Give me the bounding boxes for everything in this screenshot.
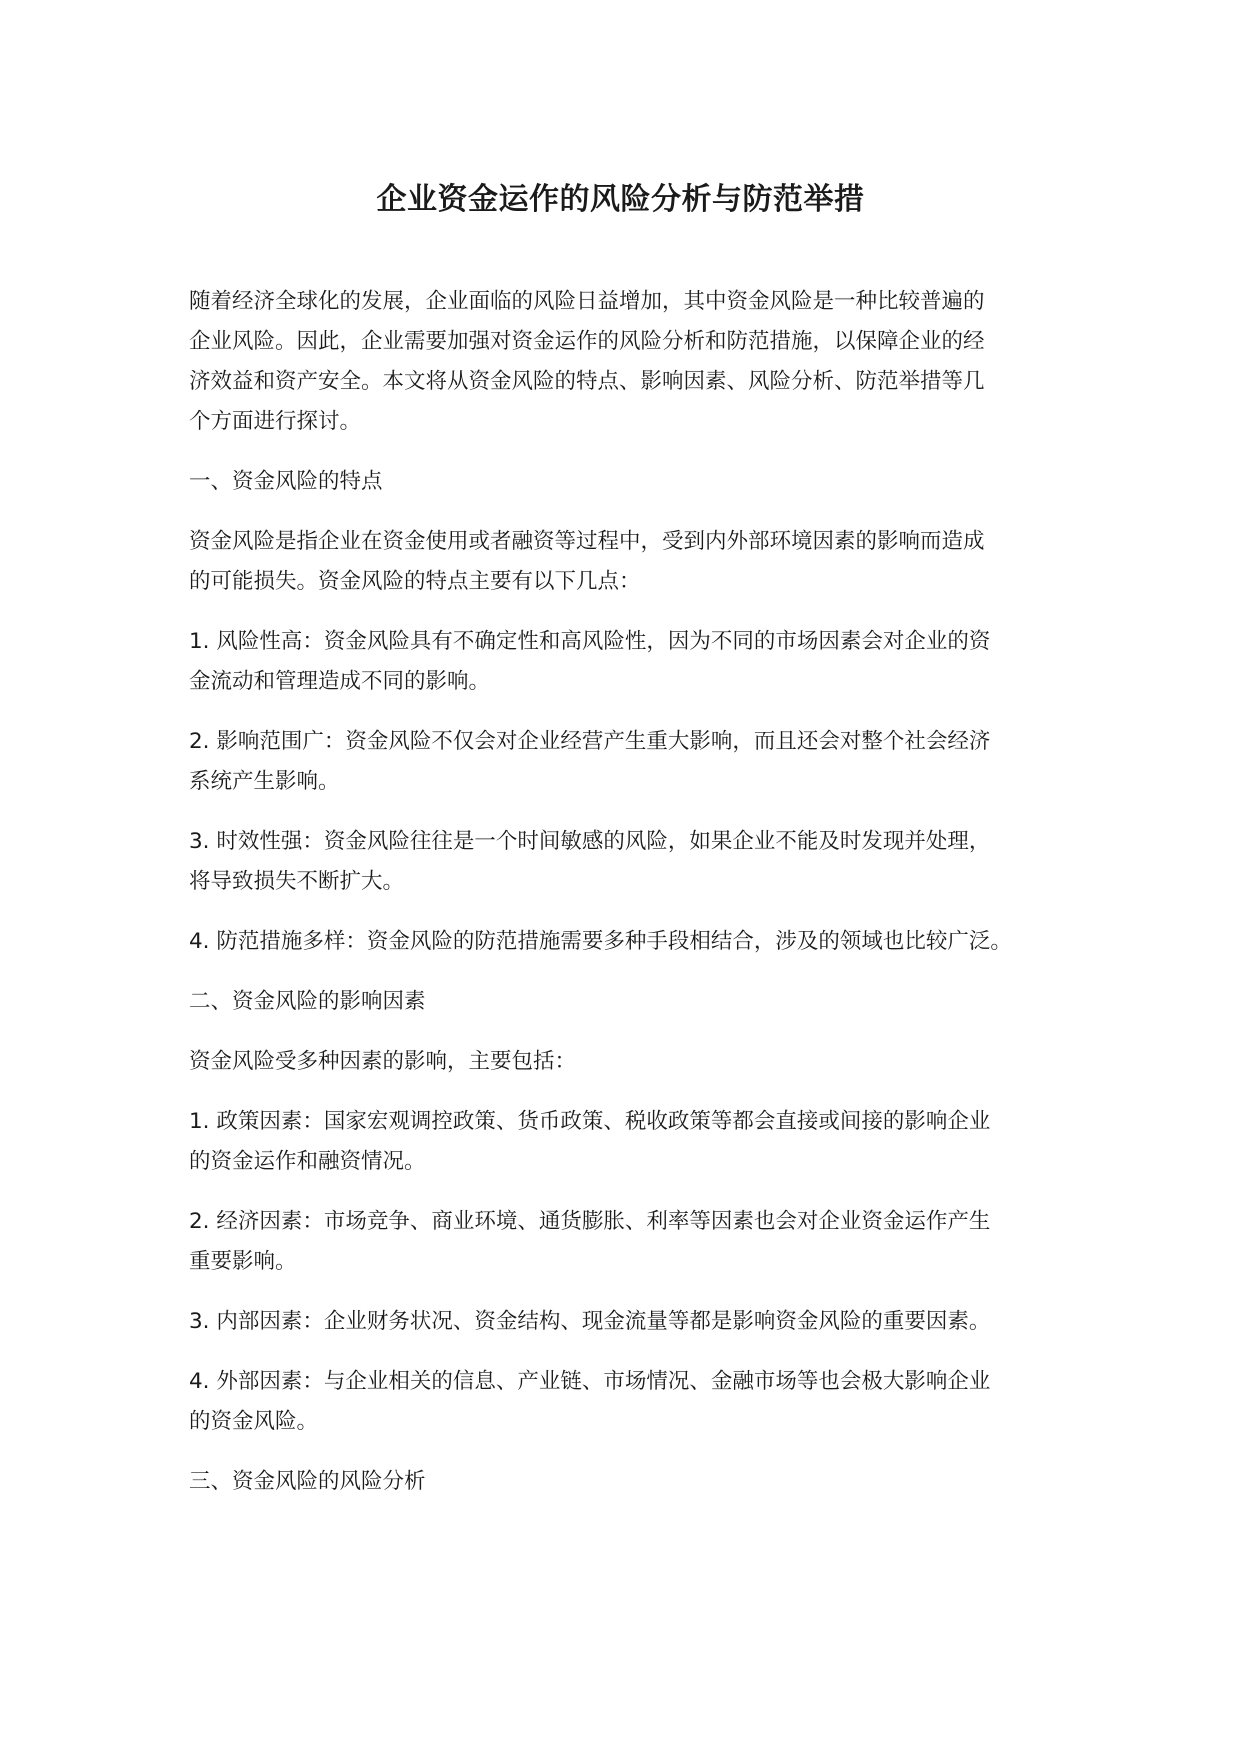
paragraph-line: 的资金运作和融资情况。 bbox=[189, 1149, 426, 1174]
heading-text: 三、资金风险的风险分析 bbox=[189, 1469, 426, 1494]
list-item-feature-4 bbox=[189, 922, 1069, 962]
paragraph-line: 1. 政策因素：国家宏观调控政策、货币政策、税收政策等都会直接或间接的影响企业 bbox=[189, 1109, 991, 1134]
list-item-factor-4 bbox=[189, 1362, 1069, 1442]
list-item-factor-2 bbox=[189, 1202, 1069, 1282]
paragraph-line: 济效益和资产安全。本文将从资金风险的特点、影响因素、风险分析、防范举措等几 bbox=[189, 369, 985, 394]
paragraph-line: 资金风险受多种因素的影响，主要包括： bbox=[189, 1049, 577, 1074]
paragraph-line: 将导致损失不断扩大。 bbox=[189, 869, 405, 894]
heading-text: 二、资金风险的影响因素 bbox=[189, 989, 426, 1014]
list-item-factor-1 bbox=[189, 1102, 1069, 1182]
paragraph-factors-intro bbox=[189, 1042, 1069, 1082]
list-item-feature-3 bbox=[189, 822, 1069, 902]
paragraph-definition bbox=[189, 522, 1069, 602]
document-title: 企业资金运作的风险分析与防范举措 bbox=[376, 182, 865, 217]
paragraph-line: 随着经济全球化的发展，企业面临的风险日益增加，其中资金风险是一种比较普遍的 bbox=[189, 289, 985, 314]
paragraph-line: 金流动和管理造成不同的影响。 bbox=[189, 669, 491, 694]
paragraph-line: 4. 防范措施多样：资金风险的防范措施需要多种手段相结合，涉及的领域也比较广泛。 bbox=[189, 929, 1012, 954]
list-item-factor-3 bbox=[189, 1302, 1069, 1342]
paragraph-line: 1. 风险性高：资金风险具有不确定性和高风险性，因为不同的市场因素会对企业的资 bbox=[189, 629, 991, 654]
section-heading-2 bbox=[189, 982, 1069, 1022]
paragraph-line: 企业风险。因此，企业需要加强对资金运作的风险分析和防范措施，以保障企业的经 bbox=[189, 329, 985, 354]
paragraph-line: 系统产生影响。 bbox=[189, 769, 340, 794]
paragraph-line: 的资金风险。 bbox=[189, 1409, 319, 1434]
paragraph-line: 3. 时效性强：资金风险往往是一个时间敏感的风险，如果企业不能及时发现并处理， bbox=[189, 829, 991, 854]
list-item-feature-2 bbox=[189, 722, 1069, 802]
paragraph-line: 2. 影响范围广：资金风险不仅会对企业经营产生重大影响，而且还会对整个社会经济 bbox=[189, 729, 991, 754]
section-heading-3 bbox=[189, 1462, 1069, 1502]
paragraph-line: 3. 内部因素：企业财务状况、资金结构、现金流量等都是影响资金风险的重要因素。 bbox=[189, 1309, 991, 1334]
paragraph-intro bbox=[189, 282, 1069, 442]
heading-text: 一、资金风险的特点 bbox=[189, 469, 383, 494]
paragraph-line: 资金风险是指企业在资金使用或者融资等过程中，受到内外部环境因素的影响而造成 bbox=[189, 529, 985, 554]
paragraph-line: 个方面进行探讨。 bbox=[189, 409, 362, 434]
paragraph-line: 2. 经济因素：市场竞争、商业环境、通货膨胀、利率等因素也会对企业资金运作产生 bbox=[189, 1209, 991, 1234]
list-item-feature-1 bbox=[189, 622, 1069, 702]
document-body bbox=[189, 282, 1069, 1522]
section-heading-1 bbox=[189, 462, 1069, 502]
paragraph-line: 的可能损失。资金风险的特点主要有以下几点： bbox=[189, 569, 641, 594]
paragraph-line: 重要影响。 bbox=[189, 1249, 297, 1274]
paragraph-line: 4. 外部因素：与企业相关的信息、产业链、市场情况、金融市场等也会极大影响企业 bbox=[189, 1369, 991, 1394]
